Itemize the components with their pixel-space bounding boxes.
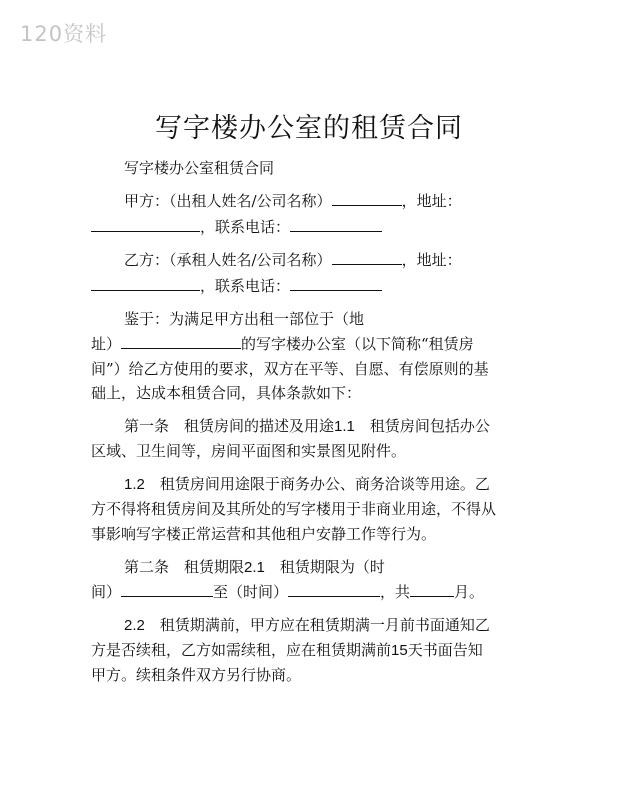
whereas-line-2 [91,334,474,354]
article-2-heading: 第二条 租赁期限 [124,558,245,576]
clause-2-2-line-2 [91,640,483,661]
article-2-line-2 [91,582,484,602]
party-a-line-2 [91,217,382,237]
whereas-address-label: 址） [91,335,122,353]
clause-2-2-text-a: 方是否续租，乙方如需续租，应在租赁期满前 [91,641,392,659]
party-a-line-1 [124,191,462,211]
party-b-line-1 [124,250,462,270]
clause-1-2-number: 1.2 [124,476,145,493]
clause-1-2-line-1 [124,474,490,495]
clause-2-1-number: 2.1 [244,559,265,576]
clause-1-2-line-2: 方不得将租赁房间及其所处的写字楼用于非商业用途，不得从 [91,500,497,518]
whereas-line-3: 间”）给乙方使用的要求，双方在平等、自愿、有偿原则的基 [91,360,489,378]
term-total-label: ，共 [380,583,411,601]
party-b-phone-label: ，联系电话： [200,277,291,295]
term-end-blank [288,582,380,597]
clause-2-2-text-b: 天书面告知 [407,641,483,659]
notice-days-number: 15 [391,642,408,659]
clause-2-1-text: 租赁期限为（时 [264,558,385,576]
party-b-address-label: ，地址： [401,251,462,269]
party-a-phone-label: ，联系电话： [200,218,291,236]
clause-2-2-line-3: 甲方。续租条件双方另行协商。 [91,666,302,684]
term-start-label: 间） [91,583,122,601]
whereas-line-2-text: 的写字楼办公室（以下简称“租赁房 [241,335,474,353]
document-title: 写字楼办公室的租赁合同 [155,113,463,144]
term-months-unit: 月。 [454,583,485,601]
clause-2-2-number: 2.2 [124,617,145,634]
term-end-label: 至（时间） [213,583,289,601]
party-a-label: 甲方：（出租人姓名/公司名称） [124,192,332,210]
article-1-line-1 [124,416,490,437]
clause-2-2-line-1 [124,615,490,636]
party-b-line-2 [91,276,382,296]
clause-1-2-text: 租赁房间用途限于商务办公、商务洽谈等用途。乙 [144,475,490,493]
whereas-line-4: 础上，达成本租赁合同，具体条款如下： [91,384,362,402]
party-b-phone-blank [290,276,382,291]
whereas-line-1: 鉴于：为满足甲方出租一部位于（地 [124,310,365,328]
party-b-name-blank [332,250,402,265]
term-months-blank [410,582,454,597]
clause-1-2-line-3: 事影响写字楼正常运营和其他租户安静工作等行为。 [91,525,437,543]
party-b-label: 乙方：（承租人姓名/公司名称） [124,251,332,269]
party-b-address-blank [91,276,200,291]
article-1-heading: 第一条 租赁房间的描述及用途 [124,417,335,435]
clause-1-1-text: 租赁房间包括办公 [354,417,490,435]
clause-2-2-text: 租赁期满前，甲方应在租赁期满一月前书面通知乙 [144,616,490,634]
subtitle: 写字楼办公室租赁合同 [124,159,275,177]
clause-1-1-number: 1.1 [334,418,355,435]
article-2-line-1 [124,557,385,578]
watermark: 120资料 [20,22,108,46]
party-a-phone-blank [290,217,382,232]
party-a-address-blank [91,217,200,232]
whereas-address-blank [121,334,241,349]
party-a-name-blank [332,191,402,206]
party-a-address-label: ，地址： [401,192,462,210]
term-start-blank [121,582,213,597]
article-1-line-2: 区域、卫生间等，房间平面图和实景图见附件。 [91,442,407,460]
